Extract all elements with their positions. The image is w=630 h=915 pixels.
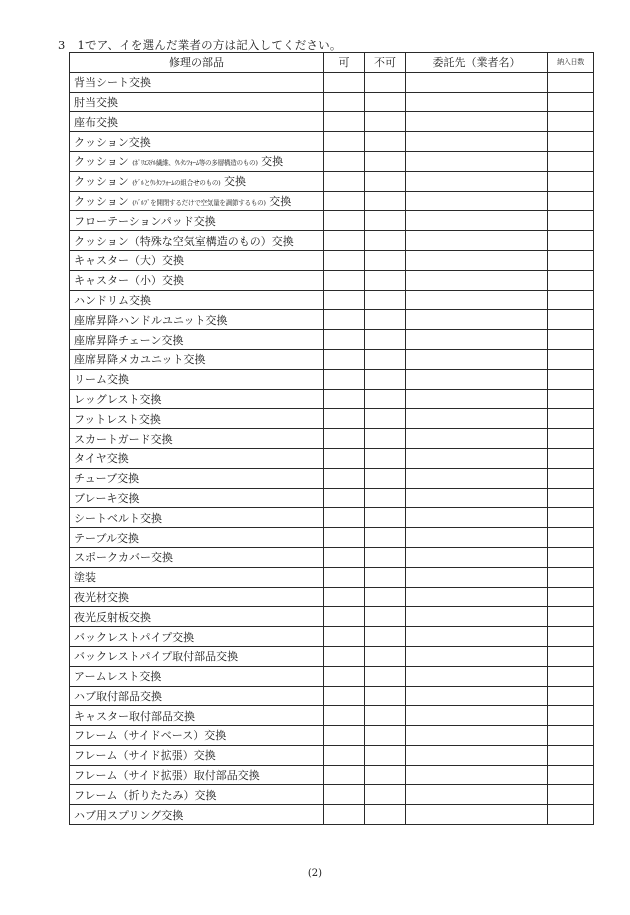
- possible-cell[interactable]: [324, 112, 365, 132]
- days-cell[interactable]: [548, 567, 594, 587]
- possible-cell[interactable]: [324, 250, 365, 270]
- days-cell[interactable]: [548, 666, 594, 686]
- possible-cell[interactable]: [324, 547, 365, 567]
- days-cell[interactable]: [548, 448, 594, 468]
- table-row: [70, 805, 594, 825]
- possible-cell[interactable]: [324, 171, 365, 191]
- possible-cell[interactable]: [324, 646, 365, 666]
- page-number: (2): [307, 868, 323, 879]
- days-cell[interactable]: [548, 72, 594, 92]
- days-cell[interactable]: [548, 211, 594, 231]
- part-name-cell: [70, 270, 324, 290]
- possible-cell[interactable]: [324, 706, 365, 726]
- impossible-cell[interactable]: [365, 547, 406, 567]
- contractor-cell[interactable]: [406, 706, 548, 726]
- part-name: チューブ交換: [74, 472, 140, 486]
- table-row: [70, 706, 594, 726]
- part-name-cell: [70, 686, 324, 706]
- impossible-cell[interactable]: [365, 369, 406, 389]
- impossible-cell[interactable]: [365, 409, 406, 429]
- table-row: [70, 250, 594, 270]
- part-name: ハブ取付部品交換: [74, 689, 162, 703]
- contractor-cell[interactable]: [406, 686, 548, 706]
- impossible-cell[interactable]: [365, 587, 406, 607]
- days-cell[interactable]: [548, 508, 594, 528]
- part-name: フレーム（サイドベース）交換: [74, 729, 227, 743]
- table-row: [70, 409, 594, 429]
- contractor-cell[interactable]: [406, 587, 548, 607]
- possible-cell[interactable]: [324, 151, 365, 171]
- part-name: 肘当交換: [74, 95, 118, 109]
- contractor-cell[interactable]: [406, 468, 548, 488]
- contractor-cell[interactable]: [406, 389, 548, 409]
- possible-cell[interactable]: [324, 765, 365, 785]
- header-possible: 可: [324, 53, 365, 73]
- table-row: [70, 310, 594, 330]
- contractor-cell[interactable]: [406, 488, 548, 508]
- possible-cell[interactable]: [324, 349, 365, 369]
- days-cell[interactable]: [548, 726, 594, 746]
- contractor-cell[interactable]: [406, 132, 548, 152]
- contractor-cell[interactable]: [406, 231, 548, 251]
- contractor-cell[interactable]: [406, 310, 548, 330]
- table-row: [70, 151, 594, 171]
- possible-cell[interactable]: [324, 369, 365, 389]
- table-row: [70, 627, 594, 647]
- possible-cell[interactable]: [324, 488, 365, 508]
- part-name-cell: [70, 448, 324, 468]
- days-cell[interactable]: [548, 646, 594, 666]
- possible-cell[interactable]: [324, 666, 365, 686]
- days-cell[interactable]: [548, 409, 594, 429]
- impossible-cell[interactable]: [365, 745, 406, 765]
- days-cell[interactable]: [548, 191, 594, 211]
- impossible-cell[interactable]: [365, 686, 406, 706]
- table-row: [70, 132, 594, 152]
- contractor-cell[interactable]: [406, 666, 548, 686]
- part-name: リーム交換: [74, 373, 129, 387]
- contractor-cell[interactable]: [406, 211, 548, 231]
- possible-cell[interactable]: [324, 191, 365, 211]
- days-cell[interactable]: [548, 171, 594, 191]
- part-name: ハンドリム交換: [74, 293, 151, 307]
- impossible-cell[interactable]: [365, 785, 406, 805]
- impossible-cell[interactable]: [365, 706, 406, 726]
- days-cell[interactable]: [548, 607, 594, 627]
- impossible-cell[interactable]: [365, 310, 406, 330]
- table-row: [70, 369, 594, 389]
- table-row: [70, 270, 594, 290]
- days-cell[interactable]: [548, 389, 594, 409]
- table-row: [70, 72, 594, 92]
- part-name-cell: [70, 528, 324, 548]
- contractor-cell[interactable]: [406, 369, 548, 389]
- table-row: [70, 349, 594, 369]
- days-cell[interactable]: [548, 488, 594, 508]
- part-name-cell: [70, 607, 324, 627]
- impossible-cell[interactable]: [365, 627, 406, 647]
- part-suffix: 交換: [223, 175, 246, 189]
- possible-cell[interactable]: [324, 231, 365, 251]
- part-name: 夜光反射板交換: [74, 610, 151, 624]
- possible-cell[interactable]: [324, 389, 365, 409]
- section-heading: [58, 37, 342, 53]
- impossible-cell[interactable]: [365, 765, 406, 785]
- contractor-cell[interactable]: [406, 607, 548, 627]
- section-instruction: 1でア、イを選んだ業者の方は記入してください。: [77, 38, 342, 52]
- part-name-cell: [70, 132, 324, 152]
- impossible-cell[interactable]: [365, 567, 406, 587]
- table-row: [70, 92, 594, 112]
- part-note: (ｹﾞﾙとｳﾚﾀﾝﾌｫｰﾑの組合せのもの): [132, 179, 221, 188]
- days-cell[interactable]: [548, 349, 594, 369]
- contractor-cell[interactable]: [406, 429, 548, 449]
- part-name-cell: [70, 330, 324, 350]
- part-name: レッグレスト交換: [74, 392, 162, 406]
- impossible-cell[interactable]: [365, 666, 406, 686]
- possible-cell[interactable]: [324, 587, 365, 607]
- table-row: [70, 171, 594, 191]
- part-name-cell: [70, 726, 324, 746]
- possible-cell[interactable]: [324, 290, 365, 310]
- table-row: [70, 448, 594, 468]
- part-name-cell: [70, 92, 324, 112]
- part-suffix: 交換: [269, 194, 292, 208]
- possible-cell[interactable]: [324, 805, 365, 825]
- part-name-cell: [70, 488, 324, 508]
- possible-cell[interactable]: [324, 627, 365, 647]
- contractor-cell[interactable]: [406, 191, 548, 211]
- contractor-cell[interactable]: [406, 567, 548, 587]
- part-name-cell: [70, 587, 324, 607]
- impossible-cell[interactable]: [365, 646, 406, 666]
- part-name: 座布交換: [74, 115, 118, 129]
- header-part: 修理の部品: [70, 53, 324, 73]
- part-name: フレーム（サイド拡張）取付部品交換: [74, 769, 260, 783]
- impossible-cell[interactable]: [365, 290, 406, 310]
- part-name: キャスター（大）交換: [74, 254, 184, 268]
- possible-cell[interactable]: [324, 607, 365, 627]
- part-name: クッション: [74, 194, 129, 208]
- possible-cell[interactable]: [324, 785, 365, 805]
- possible-cell[interactable]: [324, 726, 365, 746]
- contractor-cell[interactable]: [406, 528, 548, 548]
- days-cell[interactable]: [548, 250, 594, 270]
- part-name: クッション（特殊な空気室構造のもの）交換: [74, 234, 294, 248]
- table-header-row: [70, 53, 594, 73]
- impossible-cell[interactable]: [365, 270, 406, 290]
- impossible-cell[interactable]: [365, 726, 406, 746]
- table-row: [70, 508, 594, 528]
- impossible-cell[interactable]: [365, 528, 406, 548]
- part-name-cell: [70, 389, 324, 409]
- possible-cell[interactable]: [324, 528, 365, 548]
- contractor-cell[interactable]: [406, 448, 548, 468]
- possible-cell[interactable]: [324, 211, 365, 231]
- part-note: (ﾊﾞﾙﾌﾞを開閉するだけで空気量を調節するもの): [132, 198, 266, 207]
- part-name: アームレスト交換: [74, 670, 162, 684]
- table-row: [70, 389, 594, 409]
- part-name: 座席昇降ハンドルユニット交換: [74, 313, 228, 327]
- part-name: フレーム（折りたたみ）交換: [74, 788, 217, 802]
- table-row: [70, 785, 594, 805]
- days-cell[interactable]: [548, 132, 594, 152]
- impossible-cell[interactable]: [365, 389, 406, 409]
- table-row: [70, 567, 594, 587]
- days-cell[interactable]: [548, 290, 594, 310]
- part-name-cell: [70, 468, 324, 488]
- days-cell[interactable]: [548, 310, 594, 330]
- part-name-cell: [70, 666, 324, 686]
- impossible-cell[interactable]: [365, 330, 406, 350]
- part-name: クッション: [74, 155, 129, 169]
- part-name: バックレストパイプ交換: [74, 630, 195, 644]
- possible-cell[interactable]: [324, 310, 365, 330]
- part-name-cell: [70, 349, 324, 369]
- table-row: [70, 666, 594, 686]
- possible-cell[interactable]: [324, 468, 365, 488]
- impossible-cell[interactable]: [365, 231, 406, 251]
- contractor-cell[interactable]: [406, 646, 548, 666]
- impossible-cell[interactable]: [365, 250, 406, 270]
- part-name-cell: [70, 567, 324, 587]
- header-contractor: 委託先（業者名）: [406, 53, 548, 73]
- part-name-cell: [70, 171, 324, 191]
- contractor-cell[interactable]: [406, 805, 548, 825]
- part-name-cell: [70, 112, 324, 132]
- part-name-cell: [70, 231, 324, 251]
- part-suffix: 交換: [261, 155, 284, 169]
- part-name: ハブ用スプリング交換: [74, 808, 184, 822]
- days-cell[interactable]: [548, 92, 594, 112]
- days-cell[interactable]: [548, 369, 594, 389]
- header-days: 納入日数: [548, 53, 594, 73]
- days-cell[interactable]: [548, 686, 594, 706]
- table-row: [70, 745, 594, 765]
- days-cell[interactable]: [548, 587, 594, 607]
- days-cell[interactable]: [548, 745, 594, 765]
- days-cell[interactable]: [548, 765, 594, 785]
- table-row: [70, 547, 594, 567]
- days-cell[interactable]: [548, 231, 594, 251]
- table-row: [70, 468, 594, 488]
- part-name: クッション交換: [74, 135, 151, 149]
- contractor-cell[interactable]: [406, 72, 548, 92]
- part-name-cell: [70, 508, 324, 528]
- part-name: フットレスト交換: [74, 412, 161, 426]
- impossible-cell[interactable]: [365, 72, 406, 92]
- contractor-cell[interactable]: [406, 112, 548, 132]
- part-name-cell: [70, 706, 324, 726]
- part-name: 夜光材交換: [74, 590, 129, 604]
- part-name: 座席昇降メカユニット交換: [74, 353, 206, 367]
- days-cell[interactable]: [548, 429, 594, 449]
- repair-parts-table: [69, 52, 594, 825]
- part-name: シートベルト交換: [74, 511, 162, 525]
- contractor-cell[interactable]: [406, 745, 548, 765]
- impossible-cell[interactable]: [365, 151, 406, 171]
- days-cell[interactable]: [548, 151, 594, 171]
- table-row: [70, 211, 594, 231]
- possible-cell[interactable]: [324, 429, 365, 449]
- contractor-cell[interactable]: [406, 330, 548, 350]
- part-name-cell: [70, 429, 324, 449]
- table-row: [70, 488, 594, 508]
- contractor-cell[interactable]: [406, 547, 548, 567]
- possible-cell[interactable]: [324, 409, 365, 429]
- impossible-cell[interactable]: [365, 805, 406, 825]
- part-name: フレーム（サイド拡張）交換: [74, 749, 216, 763]
- contractor-cell[interactable]: [406, 92, 548, 112]
- impossible-cell[interactable]: [365, 171, 406, 191]
- contractor-cell[interactable]: [406, 726, 548, 746]
- possible-cell[interactable]: [324, 508, 365, 528]
- possible-cell[interactable]: [324, 92, 365, 112]
- part-name-cell: [70, 191, 324, 211]
- part-name-cell: [70, 745, 324, 765]
- part-name-cell: [70, 409, 324, 429]
- part-name-cell: [70, 72, 324, 92]
- part-note: (ﾎﾟﾘｴｽﾃﾙ繊維、ｳﾚﾀﾝﾌｫｰﾑ等の多層構造のもの): [132, 159, 258, 168]
- impossible-cell[interactable]: [365, 429, 406, 449]
- contractor-cell[interactable]: [406, 409, 548, 429]
- part-name-cell: [70, 785, 324, 805]
- impossible-cell[interactable]: [365, 92, 406, 112]
- part-name-cell: [70, 627, 324, 647]
- impossible-cell[interactable]: [365, 468, 406, 488]
- days-cell[interactable]: [548, 785, 594, 805]
- part-name-cell: [70, 290, 324, 310]
- table-row: [70, 686, 594, 706]
- part-name-cell: [70, 765, 324, 785]
- part-name-cell: [70, 805, 324, 825]
- section-number: 3: [58, 38, 66, 52]
- contractor-cell[interactable]: [406, 508, 548, 528]
- days-cell[interactable]: [548, 112, 594, 132]
- part-name: ブレーキ交換: [74, 491, 140, 505]
- part-name: タイヤ交換: [74, 452, 129, 466]
- days-cell[interactable]: [548, 528, 594, 548]
- part-name: フローテーションパッド交換: [74, 214, 216, 228]
- days-cell[interactable]: [548, 547, 594, 567]
- table-row: [70, 528, 594, 548]
- part-name-cell: [70, 547, 324, 567]
- days-cell[interactable]: [548, 270, 594, 290]
- part-name-cell: [70, 250, 324, 270]
- possible-cell[interactable]: [324, 270, 365, 290]
- impossible-cell[interactable]: [365, 349, 406, 369]
- part-name: 座席昇降チェーン交換: [74, 333, 184, 347]
- part-name-cell: [70, 151, 324, 171]
- table-row: [70, 330, 594, 350]
- part-name: クッション: [74, 175, 129, 189]
- possible-cell[interactable]: [324, 686, 365, 706]
- impossible-cell[interactable]: [365, 191, 406, 211]
- part-name: スカートガード交換: [74, 432, 173, 446]
- part-name-cell: [70, 310, 324, 330]
- contractor-cell[interactable]: [406, 785, 548, 805]
- possible-cell[interactable]: [324, 448, 365, 468]
- possible-cell[interactable]: [324, 330, 365, 350]
- contractor-cell[interactable]: [406, 765, 548, 785]
- days-cell[interactable]: [548, 706, 594, 726]
- contractor-cell[interactable]: [406, 627, 548, 647]
- table-row: [70, 429, 594, 449]
- impossible-cell[interactable]: [365, 132, 406, 152]
- table-row: [70, 290, 594, 310]
- days-cell[interactable]: [548, 627, 594, 647]
- table-row: [70, 765, 594, 785]
- table-row: [70, 607, 594, 627]
- impossible-cell[interactable]: [365, 508, 406, 528]
- header-impossible: 不可: [365, 53, 406, 73]
- part-name: 塗装: [74, 571, 96, 585]
- table-row: [70, 191, 594, 211]
- part-name: テーブル交換: [74, 531, 140, 545]
- part-name: キャスター取付部品交換: [74, 709, 195, 723]
- table-row: [70, 587, 594, 607]
- part-name: スポークカバー交換: [74, 551, 173, 565]
- contractor-cell[interactable]: [406, 349, 548, 369]
- impossible-cell[interactable]: [365, 488, 406, 508]
- part-name: キャスター（小）交換: [74, 274, 184, 288]
- part-name: 背当シート交換: [74, 76, 151, 90]
- possible-cell[interactable]: [324, 132, 365, 152]
- contractor-cell[interactable]: [406, 171, 548, 191]
- days-cell[interactable]: [548, 330, 594, 350]
- contractor-cell[interactable]: [406, 270, 548, 290]
- part-name-cell: [70, 646, 324, 666]
- possible-cell[interactable]: [324, 745, 365, 765]
- possible-cell[interactable]: [324, 72, 365, 92]
- days-cell[interactable]: [548, 468, 594, 488]
- impossible-cell[interactable]: [365, 112, 406, 132]
- possible-cell[interactable]: [324, 567, 365, 587]
- impossible-cell[interactable]: [365, 211, 406, 231]
- contractor-cell[interactable]: [406, 151, 548, 171]
- table-row: [70, 726, 594, 746]
- part-name-cell: [70, 211, 324, 231]
- table-row: [70, 231, 594, 251]
- part-name: バックレストパイプ取付部品交換: [74, 650, 239, 664]
- table-row: [70, 646, 594, 666]
- impossible-cell[interactable]: [365, 607, 406, 627]
- contractor-cell[interactable]: [406, 290, 548, 310]
- impossible-cell[interactable]: [365, 448, 406, 468]
- part-name-cell: [70, 369, 324, 389]
- contractor-cell[interactable]: [406, 250, 548, 270]
- table-row: [70, 112, 594, 132]
- days-cell[interactable]: [548, 805, 594, 825]
